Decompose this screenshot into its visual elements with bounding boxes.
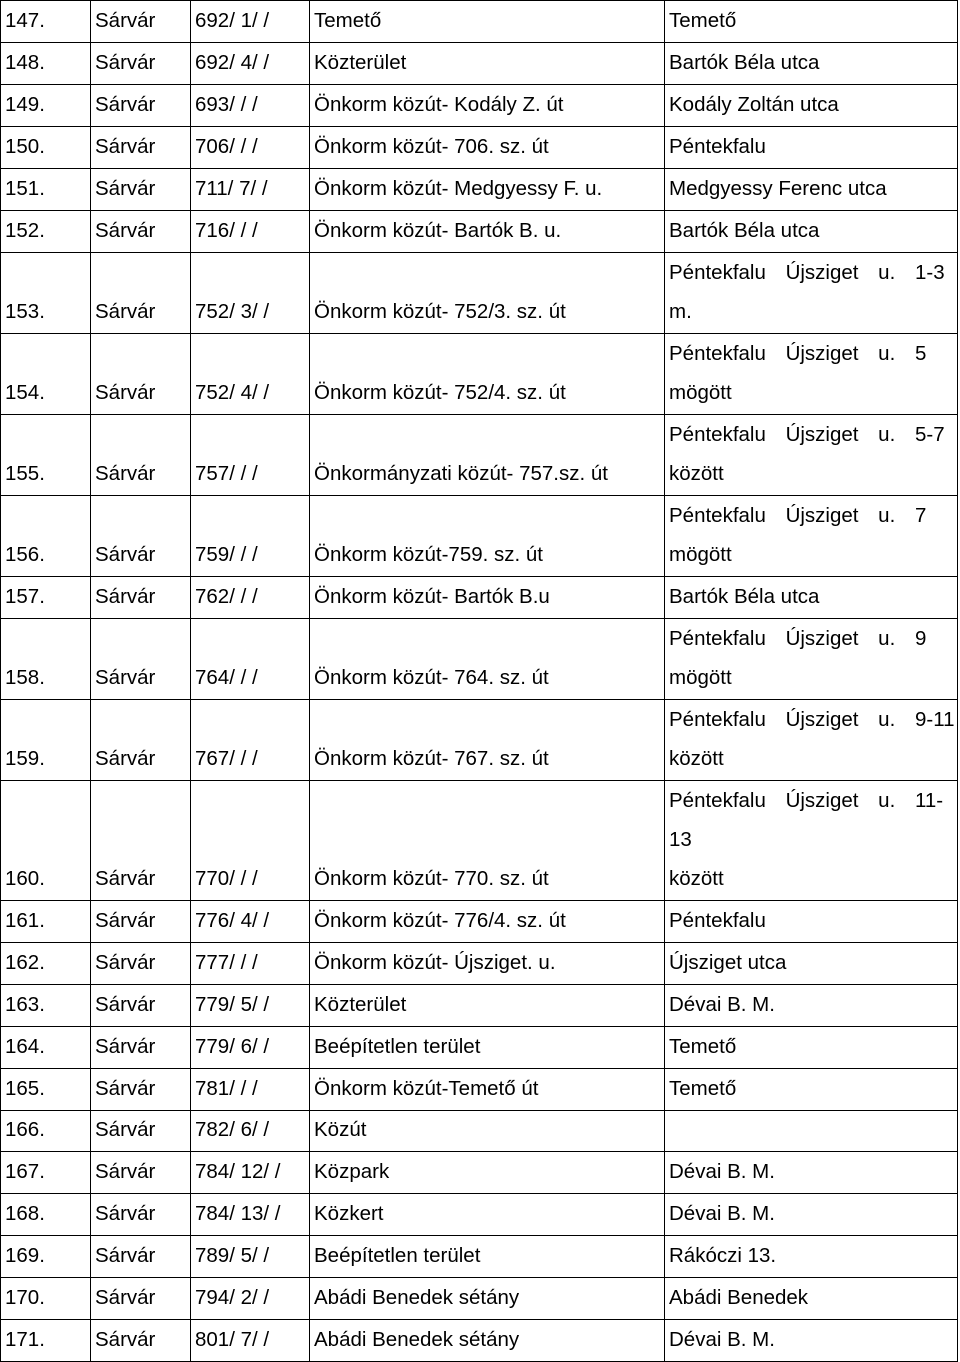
parcel-type-cell: Közkert bbox=[310, 1194, 665, 1236]
parcel-number-cell: 779/ 6/ / bbox=[191, 1027, 310, 1069]
address-cell bbox=[665, 1320, 958, 1362]
row-number-cell: 155. bbox=[1, 415, 91, 496]
table-row bbox=[1, 1194, 958, 1236]
parcel-type-cell: Önkorm közút- Medgyessy F. u. bbox=[310, 169, 665, 211]
address-line: Dévai B. M. bbox=[669, 1328, 775, 1351]
row-number-cell: 152. bbox=[1, 211, 91, 253]
row-number-cell: 154. bbox=[1, 334, 91, 415]
table-row bbox=[1, 334, 958, 415]
table-row bbox=[1, 1111, 958, 1152]
row-number-cell: 169. bbox=[1, 1236, 91, 1278]
address-cell bbox=[665, 1111, 958, 1152]
address-cell bbox=[665, 1, 958, 43]
address-cell bbox=[665, 1027, 958, 1069]
address-line: Bartók Béla utca bbox=[669, 585, 820, 608]
parcel-type-cell: Önkorm közút- 770. sz. út bbox=[310, 781, 665, 901]
row-number-cell: 157. bbox=[1, 577, 91, 619]
row-number-cell: 159. bbox=[1, 700, 91, 781]
row-number-cell: 150. bbox=[1, 127, 91, 169]
address-line: Dévai B. M. bbox=[669, 1160, 775, 1183]
address-line: Péntekfalu Újsziget u. 5 bbox=[669, 342, 927, 365]
address-line: Péntekfalu Újsziget u. 7 bbox=[669, 504, 927, 527]
table-body bbox=[1, 1, 958, 1362]
address-line: Péntekfalu Újsziget u. 9 bbox=[669, 627, 927, 650]
town-cell: Sárvár bbox=[91, 1236, 191, 1278]
table-row bbox=[1, 700, 958, 781]
table-row bbox=[1, 496, 958, 577]
parcel-type-cell: Abádi Benedek sétány bbox=[310, 1320, 665, 1362]
parcel-type-cell: Önkorm közút- Újsziget. u. bbox=[310, 943, 665, 985]
town-cell: Sárvár bbox=[91, 253, 191, 334]
parcel-type-cell: Önkorm közút-Temető út bbox=[310, 1069, 665, 1111]
town-cell: Sárvár bbox=[91, 901, 191, 943]
parcel-type-cell: Önkorm közút- Bartók B.u bbox=[310, 577, 665, 619]
town-cell: Sárvár bbox=[91, 1320, 191, 1362]
parcel-number-cell: 767/ / / bbox=[191, 700, 310, 781]
row-number-cell: 165. bbox=[1, 1069, 91, 1111]
parcel-number-cell: 706/ / / bbox=[191, 127, 310, 169]
parcel-type-cell: Temető bbox=[310, 1, 665, 43]
row-number-cell: 163. bbox=[1, 985, 91, 1027]
parcel-number-cell: 752/ 4/ / bbox=[191, 334, 310, 415]
parcel-number-cell: 789/ 5/ / bbox=[191, 1236, 310, 1278]
parcel-number-cell: 759/ / / bbox=[191, 496, 310, 577]
table-row bbox=[1, 415, 958, 496]
table-row bbox=[1, 943, 958, 985]
town-cell: Sárvár bbox=[91, 781, 191, 901]
parcel-number-cell: 757/ / / bbox=[191, 415, 310, 496]
parcel-number-cell: 693/ / / bbox=[191, 85, 310, 127]
parcel-type-cell: Közpark bbox=[310, 1152, 665, 1194]
address-line: Péntekfalu Újsziget u. 11-13 bbox=[669, 789, 944, 851]
parcel-number-cell: 752/ 3/ / bbox=[191, 253, 310, 334]
town-cell: Sárvár bbox=[91, 85, 191, 127]
parcel-type-cell: Önkormányzati közút- 757.sz. út bbox=[310, 415, 665, 496]
address-line: Dévai B. M. bbox=[669, 993, 775, 1016]
address-line: között bbox=[669, 867, 724, 890]
row-number-cell: 158. bbox=[1, 619, 91, 700]
address-line: Temető bbox=[669, 1077, 737, 1100]
table-row bbox=[1, 85, 958, 127]
table-row bbox=[1, 1, 958, 43]
address-line: Péntekfalu Újsziget u. 5-7 bbox=[669, 423, 945, 446]
parcel-number-cell: 776/ 4/ / bbox=[191, 901, 310, 943]
address-line: Kodály Zoltán utca bbox=[669, 93, 839, 116]
town-cell: Sárvár bbox=[91, 1027, 191, 1069]
address-line: Rákóczi 13. bbox=[669, 1244, 777, 1267]
row-number-cell: 170. bbox=[1, 1278, 91, 1320]
town-cell: Sárvár bbox=[91, 127, 191, 169]
address-cell bbox=[665, 619, 958, 700]
town-cell: Sárvár bbox=[91, 1278, 191, 1320]
table-row bbox=[1, 1027, 958, 1069]
town-cell: Sárvár bbox=[91, 1069, 191, 1111]
parcel-number-cell: 801/ 7/ / bbox=[191, 1320, 310, 1362]
address-line: Dévai B. M. bbox=[669, 1202, 775, 1225]
address-cell bbox=[665, 415, 958, 496]
address-line: m. bbox=[669, 300, 692, 323]
table-row bbox=[1, 43, 958, 85]
table-row bbox=[1, 1278, 958, 1320]
address-cell bbox=[665, 985, 958, 1027]
table-row bbox=[1, 781, 958, 901]
address-cell bbox=[665, 85, 958, 127]
parcel-type-cell: Beépítetlen terület bbox=[310, 1236, 665, 1278]
town-cell: Sárvár bbox=[91, 1194, 191, 1236]
row-number-cell: 164. bbox=[1, 1027, 91, 1069]
address-line: Újsziget utca bbox=[669, 951, 787, 974]
town-cell: Sárvár bbox=[91, 1, 191, 43]
address-cell bbox=[665, 127, 958, 169]
town-cell: Sárvár bbox=[91, 169, 191, 211]
table-row bbox=[1, 1152, 958, 1194]
row-number-cell: 167. bbox=[1, 1152, 91, 1194]
parcel-number-cell: 782/ 6/ / bbox=[191, 1111, 310, 1152]
table-row bbox=[1, 577, 958, 619]
address-line: Temető bbox=[669, 9, 737, 32]
row-number-cell: 171. bbox=[1, 1320, 91, 1362]
row-number-cell: 149. bbox=[1, 85, 91, 127]
table-row bbox=[1, 169, 958, 211]
row-number-cell: 151. bbox=[1, 169, 91, 211]
town-cell: Sárvár bbox=[91, 43, 191, 85]
address-line: mögött bbox=[669, 381, 732, 404]
parcel-type-cell: Abádi Benedek sétány bbox=[310, 1278, 665, 1320]
address-cell bbox=[665, 43, 958, 85]
parcel-number-cell: 784/ 12/ / bbox=[191, 1152, 310, 1194]
table-row bbox=[1, 901, 958, 943]
table-row bbox=[1, 985, 958, 1027]
address-cell bbox=[665, 253, 958, 334]
table-row bbox=[1, 211, 958, 253]
parcel-number-cell: 692/ 4/ / bbox=[191, 43, 310, 85]
parcel-type-cell: Beépítetlen terület bbox=[310, 1027, 665, 1069]
parcel-type-cell: Önkorm közút-759. sz. út bbox=[310, 496, 665, 577]
town-cell: Sárvár bbox=[91, 211, 191, 253]
address-cell bbox=[665, 211, 958, 253]
parcel-type-cell: Önkorm közút- 752/3. sz. út bbox=[310, 253, 665, 334]
address-cell bbox=[665, 943, 958, 985]
town-cell: Sárvár bbox=[91, 1111, 191, 1152]
row-number-cell: 160. bbox=[1, 781, 91, 901]
town-cell: Sárvár bbox=[91, 577, 191, 619]
parcel-type-cell: Közterület bbox=[310, 985, 665, 1027]
address-line: Péntekfalu Újsziget u. 9-11 bbox=[669, 708, 955, 731]
parcel-type-cell: Önkorm közút- 767. sz. út bbox=[310, 700, 665, 781]
parcel-type-cell: Közterület bbox=[310, 43, 665, 85]
address-line: Bartók Béla utca bbox=[669, 219, 820, 242]
address-line: között bbox=[669, 462, 724, 485]
address-line: Bartók Béla utca bbox=[669, 51, 820, 74]
address-cell bbox=[665, 1278, 958, 1320]
row-number-cell: 156. bbox=[1, 496, 91, 577]
town-cell: Sárvár bbox=[91, 334, 191, 415]
address-line: Medgyessy Ferenc utca bbox=[669, 177, 887, 200]
address-cell bbox=[665, 781, 958, 901]
parcel-number-cell: 781/ / / bbox=[191, 1069, 310, 1111]
address-line: Abádi Benedek bbox=[669, 1286, 809, 1309]
address-cell bbox=[665, 169, 958, 211]
town-cell: Sárvár bbox=[91, 985, 191, 1027]
table-row bbox=[1, 1069, 958, 1111]
address-cell bbox=[665, 901, 958, 943]
parcel-type-cell: Önkorm közút- Bartók B. u. bbox=[310, 211, 665, 253]
parcel-type-cell: Önkorm közút- 752/4. sz. út bbox=[310, 334, 665, 415]
address-line: között bbox=[669, 747, 724, 770]
address-cell bbox=[665, 577, 958, 619]
parcel-number-cell: 762/ / / bbox=[191, 577, 310, 619]
address-line: Péntekfalu bbox=[669, 135, 766, 158]
row-number-cell: 148. bbox=[1, 43, 91, 85]
town-cell: Sárvár bbox=[91, 943, 191, 985]
parcel-type-cell: Közút bbox=[310, 1111, 665, 1152]
parcel-type-cell: Önkorm közút- Kodály Z. út bbox=[310, 85, 665, 127]
address-cell bbox=[665, 1194, 958, 1236]
parcel-number-cell: 764/ / / bbox=[191, 619, 310, 700]
parcel-number-cell: 794/ 2/ / bbox=[191, 1278, 310, 1320]
address-cell bbox=[665, 1236, 958, 1278]
address-line: Péntekfalu Újsziget u. 1-3 bbox=[669, 261, 945, 284]
table-row bbox=[1, 1320, 958, 1362]
table-row bbox=[1, 1236, 958, 1278]
parcel-number-cell: 770/ / / bbox=[191, 781, 310, 901]
town-cell: Sárvár bbox=[91, 700, 191, 781]
town-cell: Sárvár bbox=[91, 619, 191, 700]
address-line: Péntekfalu bbox=[669, 909, 766, 932]
parcel-number-cell: 779/ 5/ / bbox=[191, 985, 310, 1027]
town-cell: Sárvár bbox=[91, 415, 191, 496]
parcel-number-cell: 716/ / / bbox=[191, 211, 310, 253]
address-line: mögött bbox=[669, 543, 732, 566]
row-number-cell: 162. bbox=[1, 943, 91, 985]
parcel-type-cell: Önkorm közút- 706. sz. út bbox=[310, 127, 665, 169]
parcel-number-cell: 711/ 7/ / bbox=[191, 169, 310, 211]
town-cell: Sárvár bbox=[91, 1152, 191, 1194]
row-number-cell: 161. bbox=[1, 901, 91, 943]
table-row bbox=[1, 253, 958, 334]
address-cell bbox=[665, 334, 958, 415]
address-line: Temető bbox=[669, 1035, 737, 1058]
address-cell bbox=[665, 496, 958, 577]
row-number-cell: 168. bbox=[1, 1194, 91, 1236]
parcel-type-cell: Önkorm közút- 764. sz. út bbox=[310, 619, 665, 700]
address-line: mögött bbox=[669, 666, 732, 689]
parcel-number-cell: 692/ 1/ / bbox=[191, 1, 310, 43]
address-cell bbox=[665, 1069, 958, 1111]
table-row bbox=[1, 619, 958, 700]
parcel-type-cell: Önkorm közút- 776/4. sz. út bbox=[310, 901, 665, 943]
row-number-cell: 166. bbox=[1, 1111, 91, 1152]
row-number-cell: 147. bbox=[1, 1, 91, 43]
address-cell bbox=[665, 700, 958, 781]
row-number-cell: 153. bbox=[1, 253, 91, 334]
parcel-number-cell: 784/ 13/ / bbox=[191, 1194, 310, 1236]
town-cell: Sárvár bbox=[91, 496, 191, 577]
address-cell bbox=[665, 1152, 958, 1194]
parcel-number-cell: 777/ / / bbox=[191, 943, 310, 985]
table-row bbox=[1, 127, 958, 169]
